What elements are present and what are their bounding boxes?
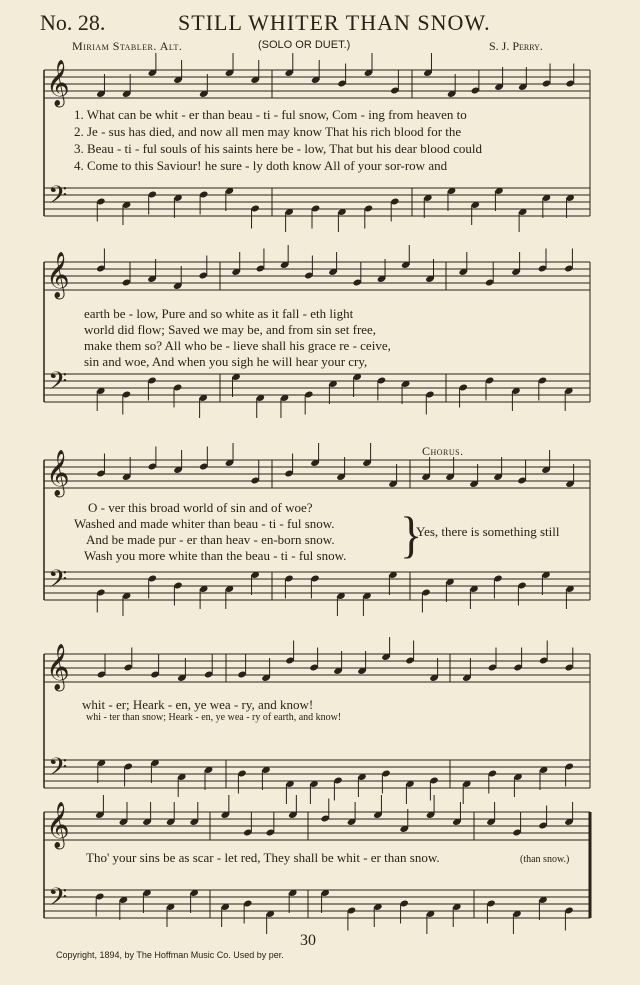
verse-2-line-3: Washed and made whiter than beau - ti - ful snow. bbox=[74, 516, 335, 531]
page-number: 30 bbox=[300, 932, 316, 949]
copyright-notice: Copyright, 1894, by The Hoffman Music Co. Used by per. bbox=[56, 950, 284, 960]
chorus-text-2-lower: whi - ter than snow; Heark - en, ye wea - ry of earth, and know! bbox=[86, 712, 342, 723]
verse-4-line-3: Wash you more white than the beau - ti - ful snow. bbox=[84, 548, 347, 563]
system-4-treble-clef: 𝄞 bbox=[46, 644, 70, 690]
verse-3-line-2: make them so? All who be - lieve shall his grace re - ceive, bbox=[84, 338, 391, 353]
system-4-bass-clef: 𝄢 bbox=[48, 753, 68, 788]
verse-4-line-1: 4. Come to this Saviour! he sure - ly doth know All of your sor-row and bbox=[74, 158, 448, 173]
system-3-treble-clef: 𝄞 bbox=[46, 450, 70, 496]
verse-2-line-1: 2. Je - sus has died, and now all men may know That his rich blood for the bbox=[74, 124, 462, 139]
voicing-note: (SOLO OR DUET.) bbox=[258, 39, 351, 51]
system-5-treble-clef: 𝄞 bbox=[46, 802, 70, 848]
verse-2-line-2: world did flow; Saved we may be, and from sin set free, bbox=[84, 322, 377, 337]
chorus-text-2-upper: whit - er; Heark - en, ye wea - ry, and know! bbox=[82, 697, 314, 712]
verse-1-line-3: O - ver this broad world of sin and of woe? bbox=[88, 500, 313, 515]
chorus-label: Chorus. bbox=[422, 444, 464, 458]
verse-1-line-1: 1. What can be whit - er than beau - ti - ful snow, Com - ing from heaven to bbox=[74, 107, 467, 122]
hymn-number: No. 28. bbox=[40, 10, 106, 35]
system-2-bass-clef: 𝄢 bbox=[48, 367, 68, 402]
chorus-text-3: Tho' your sins be as scar - let red, They shall be whit - er than snow. bbox=[86, 850, 440, 865]
verse-1-line-2: earth be - low, Pure and so white as it fall - eth light bbox=[84, 306, 354, 321]
verse-4-line-2: sin and woe, And when you sigh he will hear your cry, bbox=[84, 354, 368, 369]
system-1-bass-clef: 𝄢 bbox=[48, 181, 68, 216]
verse-3-line-3: And be made pur - er than heav - en-born snow. bbox=[86, 532, 335, 547]
composer-credit: S. J. Perry. bbox=[489, 39, 543, 53]
chorus-echo: (than snow.) bbox=[520, 854, 570, 865]
verse-3-line-1: 3. Beau - ti - ful souls of his saints here be - low, That but his dear blood could bbox=[74, 141, 482, 156]
author-credit: Miriam Stabler. Alt. bbox=[72, 39, 183, 53]
system-2-treble-clef: 𝄞 bbox=[46, 252, 70, 298]
system-3-bass-clef: 𝄢 bbox=[48, 565, 68, 600]
hymn-title: STILL WHITER THAN SNOW. bbox=[178, 10, 491, 35]
verse-brace: } bbox=[400, 506, 423, 563]
system-5-bass-clef: 𝄢 bbox=[48, 883, 68, 918]
chorus-text-1: Yes, there is something still bbox=[416, 524, 560, 539]
system-1-treble-clef: 𝄞 bbox=[46, 60, 70, 106]
